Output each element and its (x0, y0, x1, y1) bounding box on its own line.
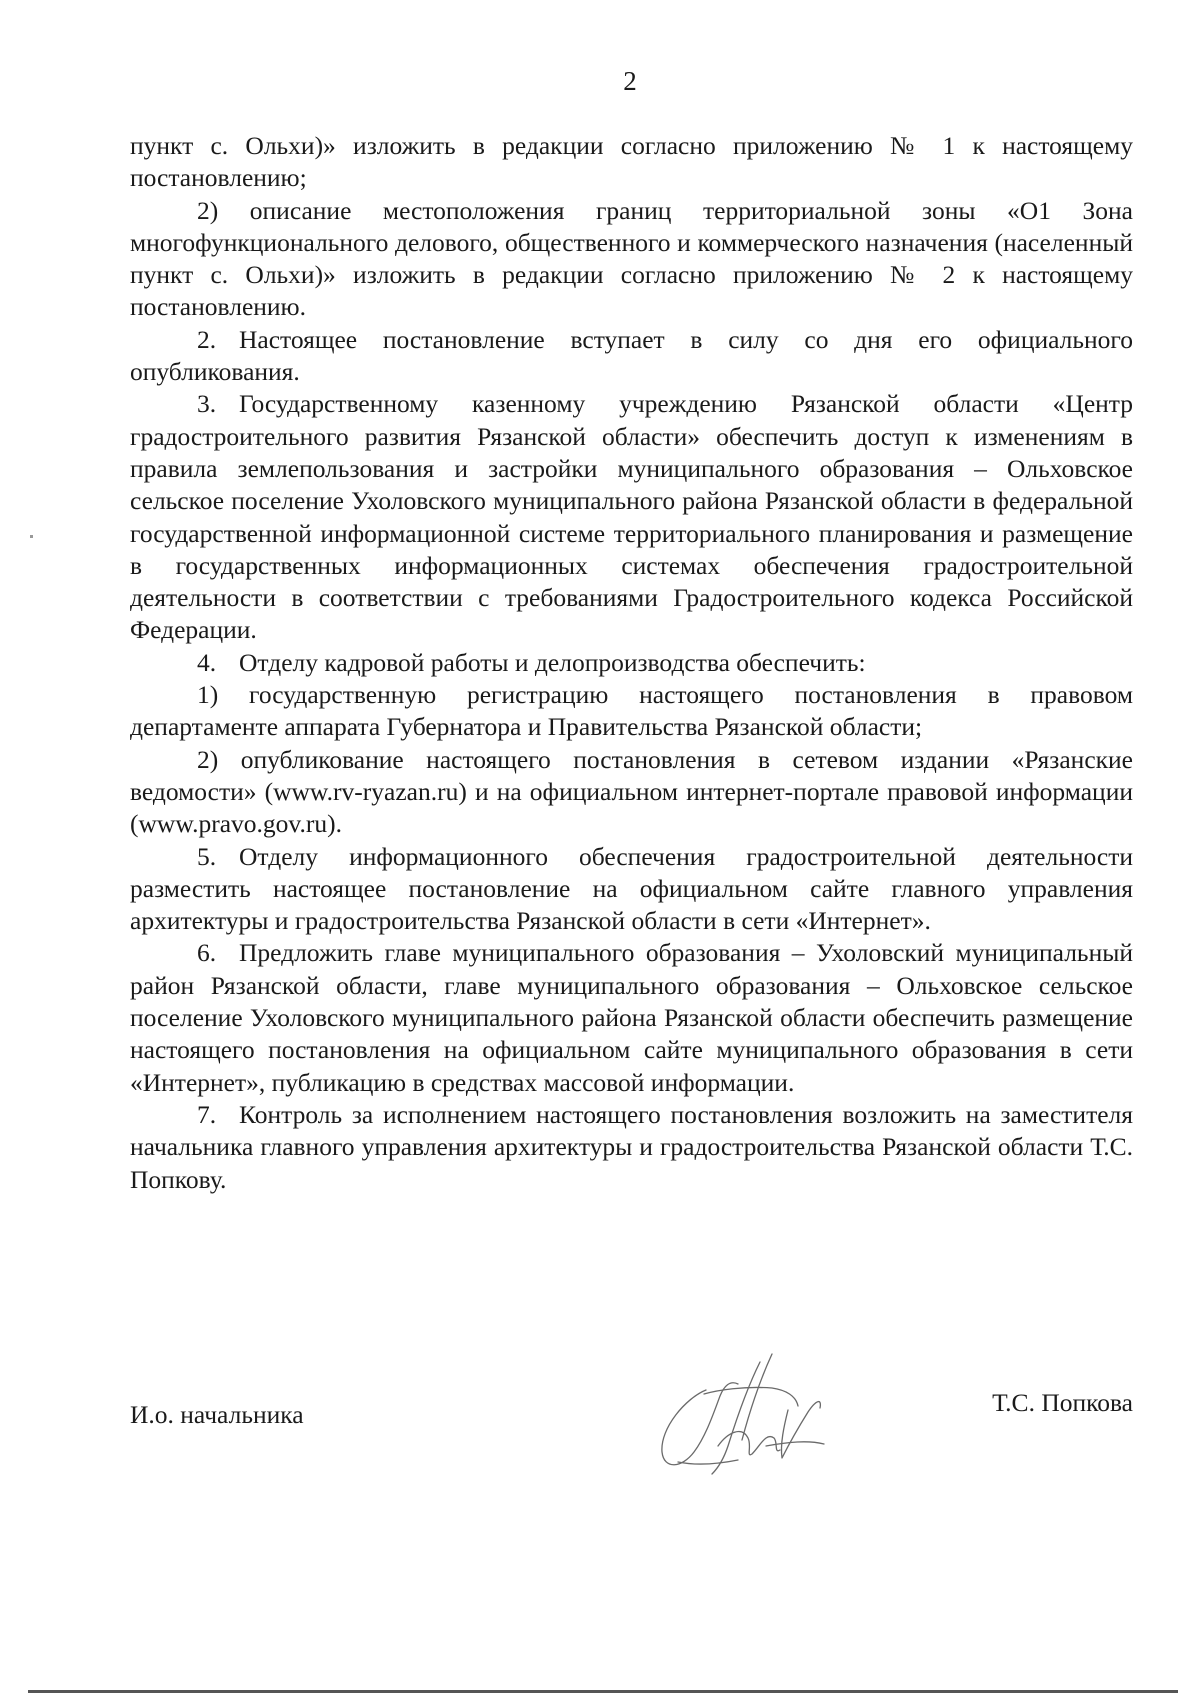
page-edge-line (28, 1690, 1178, 1693)
paragraph-text: Контроль за исполнением настоящего постановления возложить на заместителя начальника главного управления архитектуры и градостроительства Рязанской области Т.С. Попкову. (130, 1099, 1133, 1194)
paragraph-text: Государственному казенному учреждению Рязанской области «Центр градостроительного развития Рязанской области» обеспечить доступ к изменениям в правила землепользования и застройки муниципального образования – Ольховское сельское поселение Ухоловского муниципального района Рязанской области в федеральной государственной информационной системе территориального планирования и размещение в государственных информационных системах обеспечения градостроительной деятельности в соответствии с требованиями Градостроительного кодекса Российской Федерации. (130, 389, 1133, 645)
scan-mark (30, 535, 33, 538)
paragraph (130, 679, 1133, 744)
page-number: 2 (623, 66, 637, 96)
paragraph (130, 324, 1133, 389)
paragraph (130, 1099, 1133, 1196)
paragraph (130, 841, 1133, 938)
item-number: 4. (197, 647, 217, 677)
paragraph-text: 1) государственную регистрацию настоящего постановления в правовом департаменте аппарата Губернатора и Правительства Рязанской области; (130, 680, 1133, 742)
paragraph-text: 2) описание местоположения границ территориальной зоны «О1 Зона многофункционального делового, общественного и коммерческого назначения (населенный пункт с. Ольхи)» изложить в редакции согласно приложению № 2 к настоящему постановлению. (130, 195, 1133, 322)
signature-block (130, 1388, 1133, 1440)
paragraph-text: пункт с. Ольхи)» изложить в редакции согласно приложению № 1 к настоящему постановлению; (130, 131, 1133, 193)
paragraph (130, 195, 1133, 324)
paragraph (130, 130, 1133, 195)
paragraph-text: Отделу информационного обеспечения градостроительной деятельности разместить настоящее постановление на официальном сайте главного управления архитектуры и градостроительства Рязанской области в сети «Интернет». (130, 841, 1133, 936)
document-body (130, 130, 1133, 1196)
paragraph-text: Отделу кадровой работы и делопроизводства обеспечить: (239, 647, 866, 677)
paragraph (130, 388, 1133, 646)
paragraph (130, 647, 1133, 679)
paragraph (130, 744, 1133, 841)
signatory-name: Т.С. Попкова (992, 1388, 1133, 1417)
paragraph-text: Предложить главе муниципального образования – Ухоловский муниципальный район Рязанской области, главе муниципального образования – Ольховское сельское поселение Ухоловского муниципального района Рязанской области обеспечить размещение настоящего постановления на официальном сайте муниципального образования в сети «Интернет», публикацию в средствах массовой информации. (130, 938, 1133, 1097)
signatory-title: И.о. начальника (130, 1400, 304, 1429)
item-number: 2. (197, 324, 217, 354)
paragraph-text: 2) опубликование настоящего постановления в сетевом издании «Рязанские ведомости» (www.rv-ryazan.ru) и на официальном интернет-портале правовой информации (www.pravo.gov.ru). (130, 744, 1133, 839)
item-number: 7. (197, 1099, 217, 1129)
item-number: 5. (197, 841, 217, 871)
paragraph-text: Настоящее постановление вступает в силу со дня его официального опубликования. (130, 324, 1133, 387)
paragraph (130, 937, 1133, 1098)
item-number: 6. (197, 938, 217, 968)
item-number: 3. (197, 389, 217, 419)
handwritten-signature-icon (648, 1350, 848, 1480)
